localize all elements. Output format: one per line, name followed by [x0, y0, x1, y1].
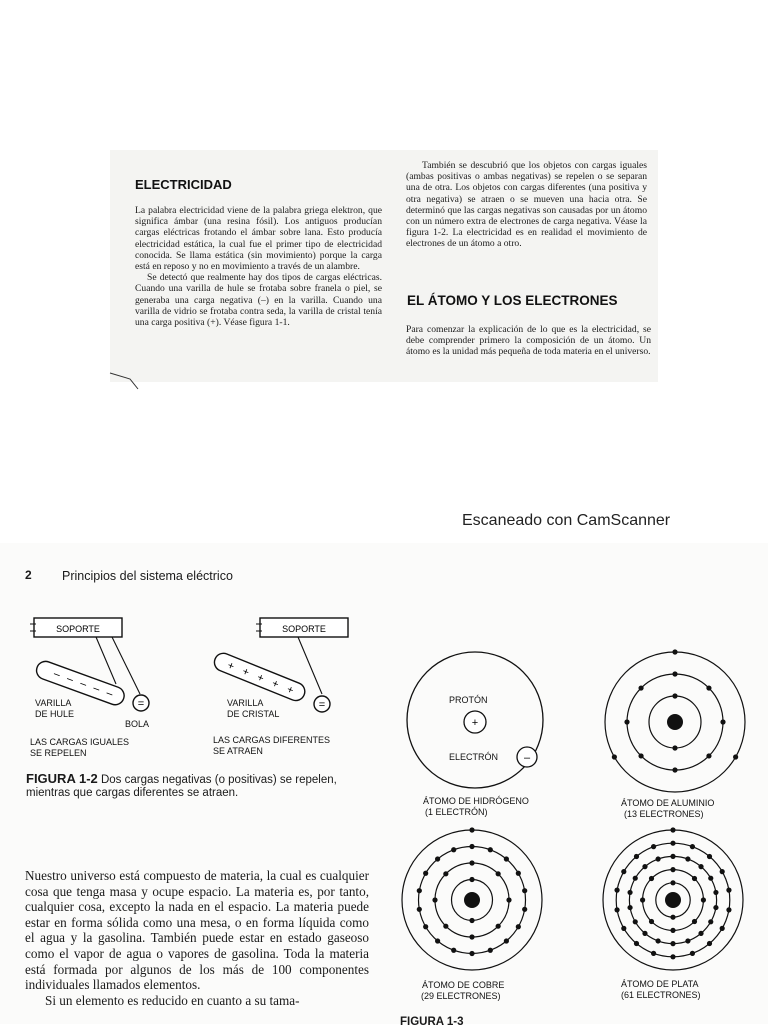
electron	[516, 871, 521, 876]
label-proton: PROTÓN	[449, 695, 488, 705]
electron	[614, 888, 619, 893]
electron	[614, 907, 619, 912]
electron	[627, 890, 632, 895]
electron	[435, 856, 440, 861]
electron	[642, 864, 647, 869]
svg-text:=: =	[318, 699, 326, 711]
electron	[672, 767, 677, 772]
electron	[423, 871, 428, 876]
svg-text:+: +	[225, 659, 236, 674]
electron	[726, 907, 731, 912]
atom-count: (13 ELECTRONES)	[624, 809, 704, 819]
electron	[672, 671, 677, 676]
left-column-text	[135, 205, 382, 328]
caption-label: FIGURA 1-2	[26, 771, 98, 786]
electron	[707, 941, 712, 946]
electron	[713, 905, 718, 910]
electron	[685, 938, 690, 943]
camscanner-watermark: Escaneado con CamScanner	[462, 512, 671, 529]
svg-text:+: +	[269, 677, 281, 692]
electron	[634, 941, 639, 946]
electron	[627, 905, 632, 910]
support-label-left: SOPORTE	[56, 624, 100, 634]
electron	[469, 827, 474, 832]
electron	[633, 876, 638, 881]
electron	[496, 871, 501, 876]
atom-count: (29 ELECTRONES)	[421, 991, 501, 1001]
electron	[451, 948, 456, 953]
electron	[690, 951, 695, 956]
electron	[522, 888, 527, 893]
atom-name: ÁTOMO DE ALUMINIO	[621, 798, 715, 808]
electron	[701, 897, 706, 902]
label-ball: BOLA	[125, 719, 150, 729]
electron	[670, 841, 675, 846]
heading-electricidad: ELECTRICIDAD	[135, 177, 232, 192]
electron	[670, 880, 675, 885]
heading-atomo-electrones: EL ÁTOMO Y LOS ELECTRONES	[407, 293, 618, 308]
svg-text:=: =	[137, 698, 145, 710]
atom-name: ÁTOMO DE COBRE	[422, 980, 505, 990]
electron	[443, 871, 448, 876]
electron	[504, 856, 509, 861]
nucleus	[464, 892, 480, 908]
label-different-attract: LAS CARGAS DIFERENTES SE ATRAEN	[213, 735, 331, 756]
electron	[621, 869, 626, 874]
electron	[707, 854, 712, 859]
paragraph: La palabra electricidad viene de la palabra griega elektron, que significa ámbar (una resina fósil). Los antiguos producían cargas eléctricas frotando el ámbar sobre lana. Esto producía electricidad estática, la cual fue el primer tipo de electricidad conocida. Se llama estática (sin movimiento) porque la carga está en reposo y no en movimiento a través de un alambre.	[135, 205, 382, 273]
electron	[469, 934, 474, 939]
electron	[672, 649, 677, 654]
electron	[706, 753, 711, 758]
label-rubber-rod: VARILLA DE HULE	[35, 698, 75, 719]
electron	[698, 931, 703, 936]
electron	[651, 951, 656, 956]
electron	[706, 685, 711, 690]
silver-atom	[603, 827, 743, 970]
electron	[649, 919, 654, 924]
svg-text:–: –	[51, 667, 62, 682]
right-column-text	[406, 160, 647, 250]
body-paragraph: Nuestro universo está compuesto de materia, la cual es cualquier cosa que tenga masa y ocupe espacio. La materia es, por tanto, cualquier cosa, excepto la nada en el espacio. La materia puede estar en forma sólida como una mesa, o en forma líquida como el agua y la gasolina. También puede estar en estado gaseoso como el vapor de agua o vapores de gasolina. Toda la materia está formada por algunos de los más de 100 componentes individuales llamados elementos.	[25, 868, 369, 993]
running-title: Principios del sistema eléctrico	[62, 569, 233, 583]
electron	[649, 876, 654, 881]
electron	[624, 719, 629, 724]
right-column-text-2	[406, 324, 651, 358]
electron	[692, 876, 697, 881]
electron	[638, 753, 643, 758]
electron	[621, 926, 626, 931]
electron	[690, 844, 695, 849]
electron	[469, 918, 474, 923]
electron	[685, 856, 690, 861]
electron	[522, 907, 527, 912]
copper-atom	[402, 827, 542, 970]
paragraph: También se descubrió que los objetos con cargas iguales (ambas positivas o ambas negativas) se repelen o se separan una de otra. Los objetos con cargas diferentes (una positiva y otra negativa) se atraen o se mueven una hacia otra. Se determinó que las cargas negativas son causadas por un átomo con un número extra de electrones de carga negativa. Véase la figura 1-2. La electricidad es en realidad el movimiento de electrones de un átomo a otro.	[406, 160, 647, 250]
electron	[670, 854, 675, 859]
support-label-right: SOPORTE	[282, 624, 326, 634]
figure-1-2-caption	[26, 772, 371, 800]
svg-text:–: –	[523, 752, 531, 764]
electron	[670, 867, 675, 872]
electron	[713, 890, 718, 895]
electron	[672, 745, 677, 750]
electron	[506, 897, 511, 902]
electron	[698, 864, 703, 869]
paragraph: Se detectó que realmente hay dos tipos de cargas eléctricas. Cuando una varilla de hule se frotaba sobre franela o piel, se generaba una carga negativa (–) en la varilla. Cuando una varilla de vidrio se frotaba contra seda, la varilla de cristal tenía una carga positiva (+). Véase figura 1-1.	[135, 272, 382, 329]
electron	[469, 844, 474, 849]
svg-text:+: +	[471, 717, 479, 729]
electron	[423, 924, 428, 929]
scan-mark	[108, 365, 148, 395]
caption-text: Dos cargas negativas (o positivas) se repelen, mientras que cargas diferentes se atraen.	[26, 774, 337, 799]
electron	[642, 931, 647, 936]
electron	[451, 847, 456, 852]
electron	[720, 719, 725, 724]
electron	[670, 928, 675, 933]
electron	[496, 924, 501, 929]
electron	[655, 856, 660, 861]
atom-name: ÁTOMO DE HIDRÓGENO	[423, 796, 529, 806]
electron	[432, 897, 437, 902]
electron	[469, 877, 474, 882]
electron	[640, 897, 645, 902]
electron	[638, 685, 643, 690]
atom-count: (61 ELECTRONES)	[621, 990, 701, 1000]
figure-1-3-caption-cut: FIGURA 1-3	[400, 1016, 464, 1028]
paragraph: Para comenzar la explicación de lo que es la electricidad, se debe comprender primero la composición de un átomo. Un átomo es la unidad más pequeña de toda materia en el universo.	[406, 324, 651, 358]
electron	[670, 827, 675, 832]
electron	[504, 938, 509, 943]
svg-text:–: –	[104, 686, 115, 701]
electron	[435, 938, 440, 943]
svg-text:–: –	[91, 682, 102, 696]
atom-name: ÁTOMO DE PLATA	[621, 979, 699, 989]
body-text-block	[25, 868, 369, 1008]
svg-text:+: +	[255, 671, 266, 686]
electron	[655, 938, 660, 943]
nucleus	[665, 892, 681, 908]
label-electron: ELECTRÓN	[449, 752, 499, 762]
svg-text:–: –	[78, 677, 89, 691]
electron	[670, 915, 675, 920]
svg-text:+: +	[284, 683, 296, 698]
label-equal-repel: LAS CARGAS IGUALES SE REPELEN	[30, 737, 130, 758]
electron	[612, 754, 617, 759]
electron	[516, 924, 521, 929]
electron	[672, 693, 677, 698]
body-paragraph-cut: Si un elemento es reducido en cuanto a su tama-	[45, 992, 300, 1008]
aluminum-atom	[605, 649, 745, 792]
electron	[469, 951, 474, 956]
electron	[443, 924, 448, 929]
electron	[720, 926, 725, 931]
electron	[733, 754, 738, 759]
svg-text:–: –	[65, 672, 75, 687]
electron	[417, 907, 422, 912]
hydrogen-atom	[407, 652, 543, 788]
label-glass-rod: VARILLA DE CRISTAL	[227, 698, 280, 719]
nucleus	[667, 714, 683, 730]
electron	[417, 888, 422, 893]
electron	[708, 876, 713, 881]
svg-text:+: +	[240, 665, 251, 680]
electron	[670, 941, 675, 946]
electron	[469, 860, 474, 865]
electron	[670, 954, 675, 959]
electron	[488, 948, 493, 953]
page-number: 2	[25, 568, 32, 582]
electron	[651, 844, 656, 849]
electron	[488, 847, 493, 852]
electron	[720, 869, 725, 874]
electron	[633, 919, 638, 924]
atom-count: (1 ELECTRÓN)	[425, 807, 488, 817]
electron	[708, 919, 713, 924]
glass-rod	[212, 651, 308, 704]
electron	[692, 919, 697, 924]
electron	[634, 854, 639, 859]
electron	[726, 888, 731, 893]
